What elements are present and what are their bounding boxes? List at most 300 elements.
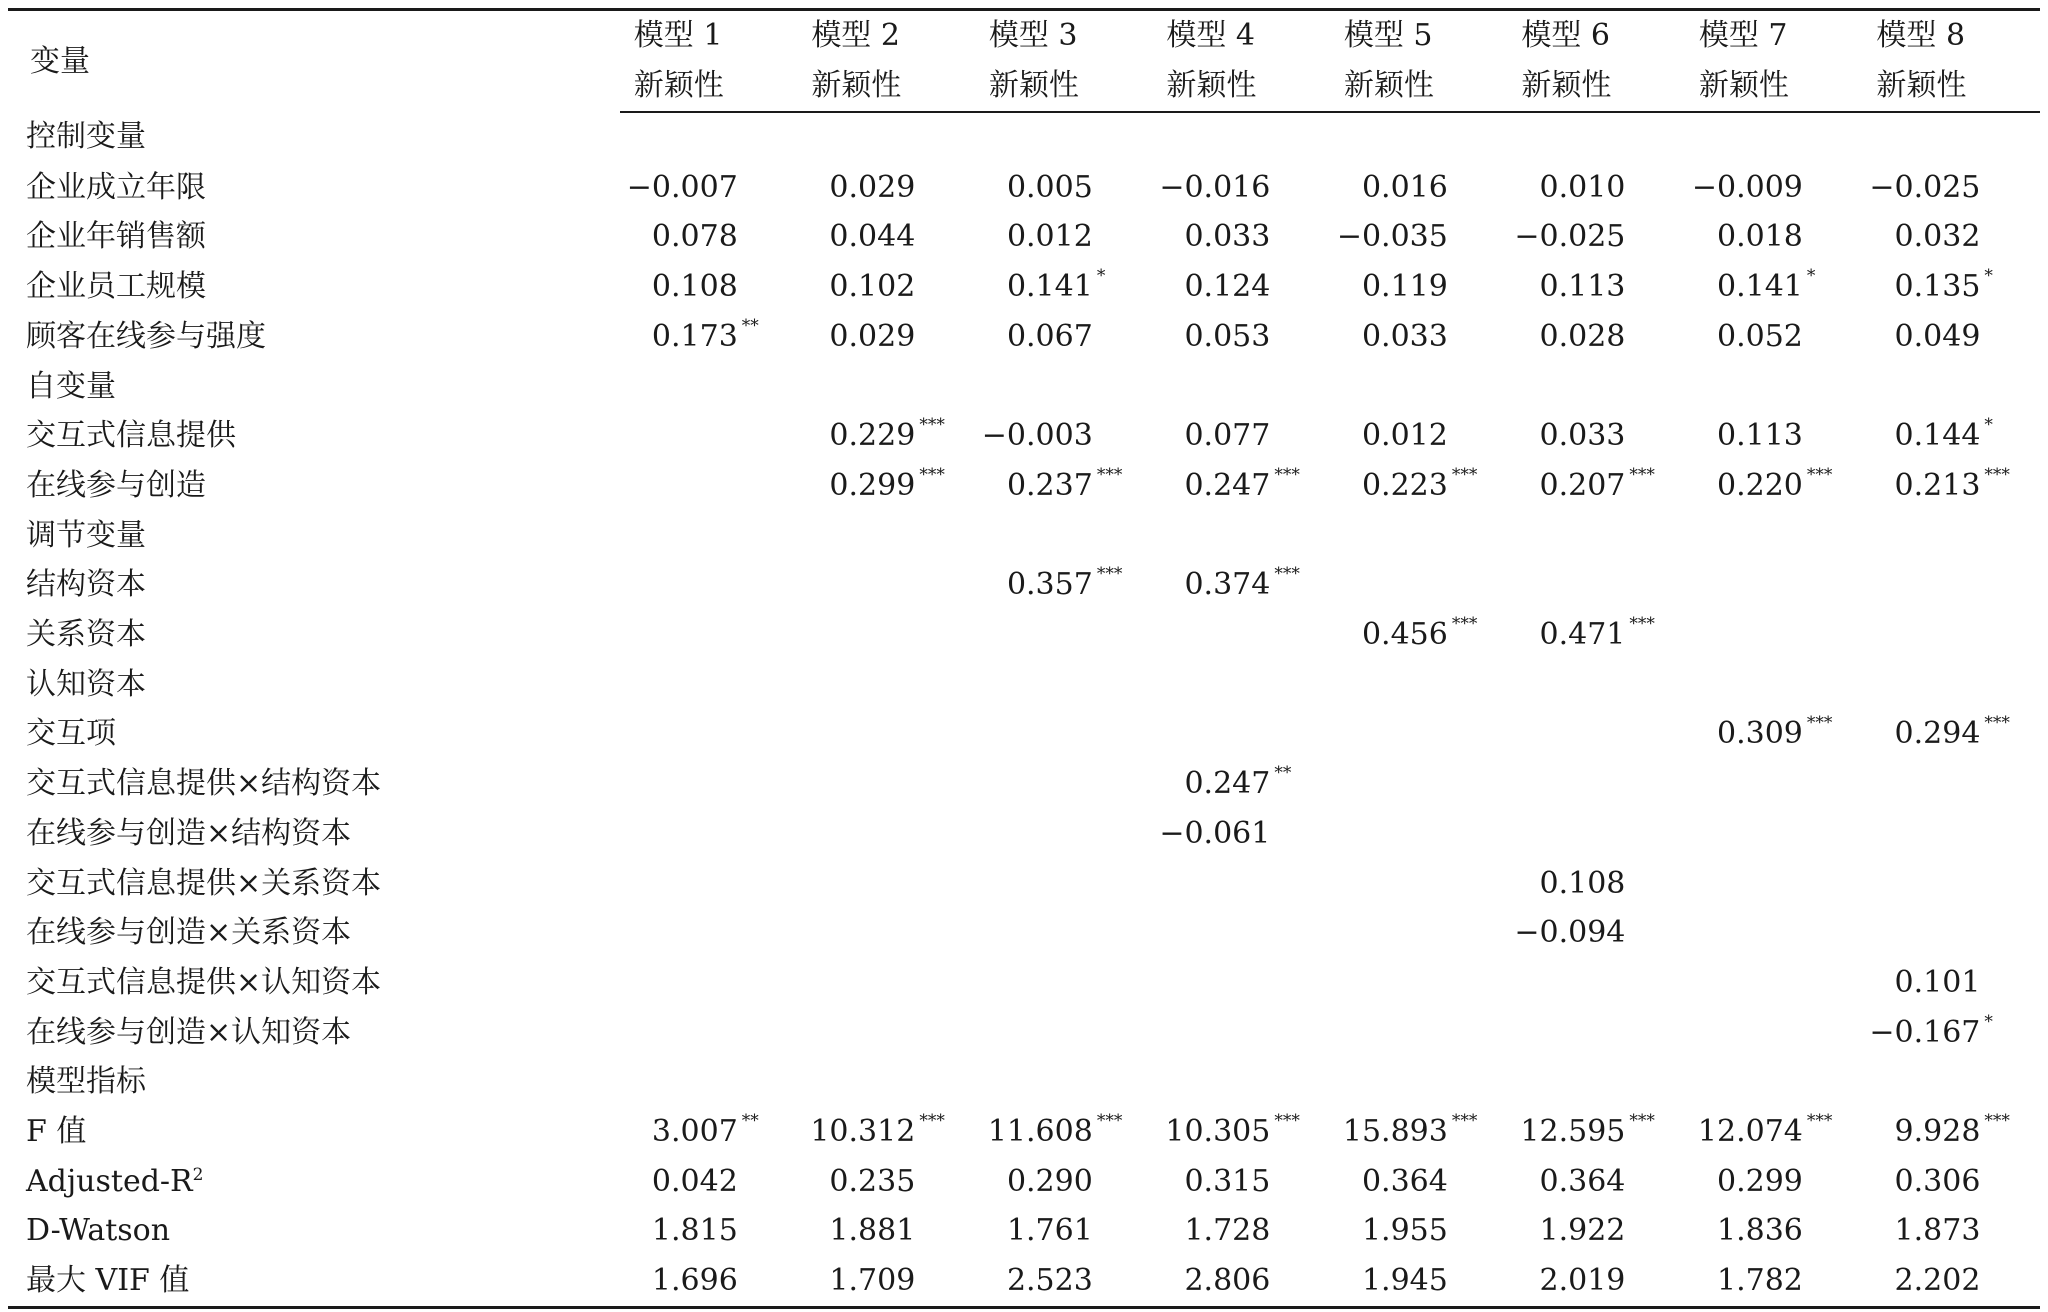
coefficient-value: 0.108 xyxy=(651,269,738,305)
dependent-variable-header: 新颖性 xyxy=(975,61,1153,112)
coefficient-cell xyxy=(797,958,975,1008)
label-superscript: 2 xyxy=(192,1164,204,1185)
coefficient-cell xyxy=(797,411,975,461)
coefficient-cell xyxy=(1685,759,1863,809)
variable-label-text: 交互式信息提供×认知资本 xyxy=(26,964,382,1000)
coefficient-value: 0.033 xyxy=(1184,219,1271,255)
coefficient-cell xyxy=(1330,1206,1508,1256)
coefficient-value: 0.471 xyxy=(1539,617,1626,653)
model-header: 模型 3 xyxy=(975,10,1153,62)
coefficient-value: 1.922 xyxy=(1539,1213,1626,1249)
coefficient-cell xyxy=(1152,560,1330,610)
coefficient-cell xyxy=(1507,1256,1685,1307)
coefficient-cell xyxy=(1685,908,1863,958)
coefficient-cell xyxy=(797,709,975,759)
coefficient-value: 2.019 xyxy=(1539,1263,1626,1299)
coefficient-value: 0.247 xyxy=(1184,766,1271,802)
coefficient-value: 0.044 xyxy=(829,219,916,255)
coefficient-cell xyxy=(797,112,975,163)
significance-stars: *** xyxy=(1274,1111,1300,1132)
coefficient-value: 0.374 xyxy=(1184,567,1271,603)
coefficient-value: 0.010 xyxy=(1539,169,1626,205)
variable-label xyxy=(8,1206,620,1256)
coefficient-cell xyxy=(975,759,1153,809)
coefficient-value: 0.220 xyxy=(1717,467,1803,503)
variable-label-text: 企业成立年限 xyxy=(26,169,206,205)
variable-label-text: 在线参与创造 xyxy=(26,467,206,503)
model-header: 模型 8 xyxy=(1862,10,2040,62)
coefficient-value: 0.247 xyxy=(1184,467,1271,503)
variable-label xyxy=(8,1107,620,1157)
coefficient-cell xyxy=(1685,212,1863,262)
model-header: 模型 1 xyxy=(620,10,798,62)
significance-stars: *** xyxy=(1096,564,1123,585)
significance-stars: *** xyxy=(1274,464,1300,485)
section-label xyxy=(8,112,620,163)
coefficient-cell xyxy=(1152,1256,1330,1307)
dependent-variable-header: 新颖性 xyxy=(1862,61,2040,112)
significance-stars: *** xyxy=(1806,1111,1833,1132)
coefficient-value: 0.012 xyxy=(1006,219,1093,255)
significance-stars: *** xyxy=(1629,464,1655,485)
coefficient-cell xyxy=(1152,1157,1330,1207)
coefficient-value: 1.709 xyxy=(829,1263,916,1299)
coefficient-cell xyxy=(620,1057,798,1107)
coefficient-value: 0.290 xyxy=(1006,1163,1093,1199)
variable-label-text: F 值 xyxy=(26,1114,87,1150)
coefficient-cell xyxy=(975,1107,1153,1157)
coefficient-cell xyxy=(975,163,1153,213)
significance-stars: *** xyxy=(1984,713,2010,734)
coefficient-cell xyxy=(975,112,1153,163)
coefficient-value: 0.213 xyxy=(1894,467,1981,503)
variable-label-text: 交互式信息提供 xyxy=(26,418,236,454)
coefficient-cell xyxy=(620,610,798,660)
significance-stars: *** xyxy=(919,415,945,436)
coefficient-value: −0.025 xyxy=(1869,169,1981,205)
variable-label xyxy=(8,560,620,610)
coefficient-value: 0.299 xyxy=(1717,1163,1803,1199)
variable-label xyxy=(8,1157,620,1207)
coefficient-cell xyxy=(620,511,798,561)
coefficient-cell xyxy=(975,1008,1153,1058)
variable-label-text: 控制变量 xyxy=(26,119,146,155)
coefficient-value: 0.207 xyxy=(1539,467,1626,503)
coefficient-cell xyxy=(1330,262,1508,312)
coefficient-cell xyxy=(1685,809,1863,859)
coefficient-cell xyxy=(620,212,798,262)
variable-label xyxy=(8,759,620,809)
coefficient-cell xyxy=(1152,610,1330,660)
coefficient-cell xyxy=(975,461,1153,511)
coefficient-cell xyxy=(1507,759,1685,809)
coefficient-cell xyxy=(975,262,1153,312)
coefficient-cell xyxy=(620,312,798,362)
coefficient-value: 1.761 xyxy=(1006,1213,1093,1249)
coefficient-cell xyxy=(1862,411,2040,461)
variable-label-text: 认知资本 xyxy=(26,666,146,702)
coefficient-value: 0.119 xyxy=(1361,269,1448,305)
coefficient-cell xyxy=(975,560,1153,610)
coefficient-cell xyxy=(975,709,1153,759)
table-row xyxy=(8,709,2040,759)
coefficient-value: 9.928 xyxy=(1894,1114,1981,1150)
coefficient-cell xyxy=(1152,511,1330,561)
variable-label xyxy=(8,461,620,511)
coefficient-value: 0.235 xyxy=(829,1163,916,1199)
coefficient-value: 0.364 xyxy=(1539,1163,1626,1199)
coefficient-value: 3.007 xyxy=(651,1114,738,1150)
coefficient-cell xyxy=(797,163,975,213)
coefficient-cell xyxy=(620,958,798,1008)
coefficient-cell xyxy=(1330,1057,1508,1107)
coefficient-cell xyxy=(797,660,975,710)
coefficient-cell xyxy=(1862,163,2040,213)
coefficient-value: 0.029 xyxy=(829,169,916,205)
coefficient-cell xyxy=(975,908,1153,958)
significance-stars: *** xyxy=(1096,1111,1123,1132)
coefficient-value: 0.144 xyxy=(1894,418,1981,454)
coefficient-cell xyxy=(1152,809,1330,859)
significance-stars: *** xyxy=(1629,1111,1655,1132)
table-row xyxy=(8,163,2040,213)
coefficient-value: −0.016 xyxy=(1159,169,1271,205)
coefficient-cell xyxy=(1862,262,2040,312)
table-row xyxy=(8,1256,2040,1307)
coefficient-cell xyxy=(1685,112,1863,163)
coefficient-cell xyxy=(797,1206,975,1256)
variable-label-text: 企业员工规模 xyxy=(26,269,206,305)
coefficient-value: 1.782 xyxy=(1717,1263,1803,1299)
table-body xyxy=(8,112,2040,1307)
significance-stars: *** xyxy=(1984,464,2010,485)
coefficient-cell xyxy=(1507,1206,1685,1256)
coefficient-cell xyxy=(1330,709,1508,759)
coefficient-value: 1.945 xyxy=(1361,1263,1448,1299)
coefficient-value: 2.806 xyxy=(1184,1263,1271,1299)
coefficient-cell xyxy=(1685,709,1863,759)
coefficient-value: 0.101 xyxy=(1894,964,1981,1000)
table-row xyxy=(8,1206,2040,1256)
coefficient-cell xyxy=(797,262,975,312)
coefficient-cell xyxy=(1862,709,2040,759)
coefficient-value: 12.595 xyxy=(1520,1114,1626,1150)
coefficient-cell xyxy=(620,908,798,958)
coefficient-cell xyxy=(1330,362,1508,412)
model-header: 模型 5 xyxy=(1330,10,1508,62)
coefficient-cell xyxy=(1507,859,1685,909)
variable-label-text: 在线参与创造×认知资本 xyxy=(26,1014,352,1050)
coefficient-value: 0.299 xyxy=(829,467,916,503)
coefficient-cell xyxy=(1685,461,1863,511)
coefficient-cell xyxy=(620,362,798,412)
coefficient-value: 0.135 xyxy=(1894,269,1981,305)
regression-table-page xyxy=(8,8,2040,1309)
coefficient-value: 0.033 xyxy=(1361,318,1448,354)
variable-label xyxy=(8,958,620,1008)
coefficient-cell xyxy=(1507,1057,1685,1107)
coefficient-cell xyxy=(1507,411,1685,461)
coefficient-value: 12.074 xyxy=(1697,1114,1803,1150)
significance-stars: *** xyxy=(1451,1111,1478,1132)
variable-label-text: 在线参与创造×关系资本 xyxy=(26,915,352,951)
coefficient-cell xyxy=(1685,958,1863,1008)
coefficient-cell xyxy=(1685,1107,1863,1157)
coefficient-value: −0.061 xyxy=(1159,815,1271,851)
coefficient-value: 11.608 xyxy=(987,1114,1093,1150)
coefficient-cell xyxy=(1862,908,2040,958)
table-row xyxy=(8,411,2040,461)
coefficient-cell xyxy=(1152,212,1330,262)
coefficient-value: 0.077 xyxy=(1184,418,1271,454)
coefficient-cell xyxy=(1507,163,1685,213)
coefficient-cell xyxy=(1862,1157,2040,1207)
variable-label xyxy=(8,809,620,859)
coefficient-cell xyxy=(1330,809,1508,859)
coefficient-cell xyxy=(1862,212,2040,262)
coefficient-cell xyxy=(1330,1157,1508,1207)
table-row xyxy=(8,560,2040,610)
coefficient-cell xyxy=(975,511,1153,561)
coefficient-cell xyxy=(1507,660,1685,710)
coefficient-value: 0.141 xyxy=(1006,269,1093,305)
variable-label xyxy=(8,709,620,759)
coefficient-cell xyxy=(620,759,798,809)
coefficient-cell xyxy=(620,660,798,710)
coefficient-cell xyxy=(1685,560,1863,610)
coefficient-cell xyxy=(1152,1057,1330,1107)
coefficient-cell xyxy=(1507,560,1685,610)
coefficient-cell xyxy=(975,610,1153,660)
table-row xyxy=(8,461,2040,511)
coefficient-cell xyxy=(1685,1206,1863,1256)
coefficient-cell xyxy=(620,112,798,163)
coefficient-cell xyxy=(1685,411,1863,461)
coefficient-cell xyxy=(975,411,1153,461)
coefficient-value: 0.033 xyxy=(1539,418,1626,454)
variable-label xyxy=(8,411,620,461)
variable-label xyxy=(8,660,620,710)
coefficient-value: 2.523 xyxy=(1006,1263,1093,1299)
coefficient-cell xyxy=(1152,163,1330,213)
dependent-variable-header: 新颖性 xyxy=(797,61,975,112)
coefficient-cell xyxy=(620,262,798,312)
coefficient-value: 0.108 xyxy=(1539,865,1626,901)
table-row xyxy=(8,610,2040,660)
significance-stars: * xyxy=(1806,266,1816,287)
section-row xyxy=(8,362,2040,412)
coefficient-cell xyxy=(797,312,975,362)
coefficient-cell xyxy=(1152,1107,1330,1157)
coefficient-value: 0.078 xyxy=(651,219,738,255)
significance-stars: *** xyxy=(919,464,945,485)
coefficient-cell xyxy=(1152,759,1330,809)
coefficient-cell xyxy=(620,709,798,759)
variable-label xyxy=(8,312,620,362)
coefficient-cell xyxy=(797,1256,975,1307)
coefficient-cell xyxy=(1507,362,1685,412)
coefficient-cell xyxy=(1152,411,1330,461)
significance-stars: ** xyxy=(741,315,759,336)
coefficient-cell xyxy=(1330,163,1508,213)
coefficient-value: 1.815 xyxy=(651,1213,738,1249)
table-row xyxy=(8,262,2040,312)
coefficient-value: 0.306 xyxy=(1894,1163,1981,1199)
coefficient-cell xyxy=(797,610,975,660)
significance-stars: ** xyxy=(741,1111,759,1132)
significance-stars: *** xyxy=(1274,564,1300,585)
coefficient-cell xyxy=(1862,362,2040,412)
coefficient-cell xyxy=(1862,958,2040,1008)
section-row xyxy=(8,511,2040,561)
coefficient-cell xyxy=(1330,212,1508,262)
coefficient-cell xyxy=(797,1107,975,1157)
coefficient-cell xyxy=(1862,759,2040,809)
coefficient-cell xyxy=(975,312,1153,362)
table-row xyxy=(8,908,2040,958)
coefficient-cell xyxy=(620,163,798,213)
coefficient-cell xyxy=(1330,859,1508,909)
coefficient-cell xyxy=(1507,958,1685,1008)
coefficient-cell xyxy=(1330,560,1508,610)
coefficient-value: 1.836 xyxy=(1717,1213,1803,1249)
coefficient-value: 0.028 xyxy=(1539,318,1626,354)
coefficient-value: 0.113 xyxy=(1539,269,1626,305)
coefficient-cell xyxy=(797,1008,975,1058)
coefficient-cell xyxy=(1862,1107,2040,1157)
variable-label xyxy=(8,262,620,312)
coefficient-value: 0.294 xyxy=(1894,716,1981,752)
coefficient-value: 1.728 xyxy=(1184,1213,1271,1249)
coefficient-value: 0.315 xyxy=(1184,1163,1271,1199)
coefficient-value: 2.202 xyxy=(1894,1263,1981,1299)
coefficient-cell xyxy=(1507,908,1685,958)
coefficient-cell xyxy=(1330,112,1508,163)
coefficient-cell xyxy=(1685,1057,1863,1107)
coefficient-cell xyxy=(1685,511,1863,561)
significance-stars: *** xyxy=(1806,713,1833,734)
coefficient-cell xyxy=(1152,660,1330,710)
variable-label-text: Adjusted-R xyxy=(26,1163,193,1199)
coefficient-cell xyxy=(975,958,1153,1008)
coefficient-cell xyxy=(797,511,975,561)
coefficient-cell xyxy=(797,1057,975,1107)
variable-label-text: 交互式信息提供×关系资本 xyxy=(26,865,382,901)
coefficient-cell xyxy=(1152,461,1330,511)
coefficient-cell xyxy=(1507,112,1685,163)
variable-label-text: 最大 VIF 值 xyxy=(26,1263,190,1299)
coefficient-value: −0.007 xyxy=(626,169,738,205)
coefficient-cell xyxy=(1330,461,1508,511)
variable-label-text: 企业年销售额 xyxy=(26,219,206,255)
variable-column-header: 变量 xyxy=(8,10,620,113)
coefficient-cell xyxy=(1330,610,1508,660)
coefficient-cell xyxy=(1330,511,1508,561)
coefficient-cell xyxy=(797,908,975,958)
coefficient-cell xyxy=(975,660,1153,710)
coefficient-cell xyxy=(1862,461,2040,511)
coefficient-cell xyxy=(1152,859,1330,909)
variable-label xyxy=(8,1256,620,1307)
variable-label xyxy=(8,859,620,909)
table-row xyxy=(8,660,2040,710)
coefficient-cell xyxy=(620,1008,798,1058)
coefficient-cell xyxy=(797,362,975,412)
coefficient-cell xyxy=(1685,362,1863,412)
table-row xyxy=(8,1107,2040,1157)
coefficient-cell xyxy=(797,809,975,859)
coefficient-value: 0.005 xyxy=(1006,169,1093,205)
dependent-variable-header: 新颖性 xyxy=(1507,61,1685,112)
variable-label xyxy=(8,163,620,213)
coefficient-cell xyxy=(1330,312,1508,362)
coefficient-value: 0.067 xyxy=(1006,318,1093,354)
coefficient-cell xyxy=(1507,1008,1685,1058)
coefficient-value: 0.049 xyxy=(1894,318,1981,354)
variable-label-text: D-Watson xyxy=(26,1213,171,1249)
coefficient-cell xyxy=(1507,1107,1685,1157)
coefficient-cell xyxy=(1685,859,1863,909)
coefficient-value: −0.003 xyxy=(981,418,1093,454)
coefficient-cell xyxy=(975,1057,1153,1107)
variable-label-text: 交互项 xyxy=(26,716,116,752)
coefficient-value: 0.029 xyxy=(829,318,916,354)
coefficient-cell xyxy=(1862,511,2040,561)
significance-stars: *** xyxy=(919,1111,945,1132)
coefficient-cell xyxy=(1862,1008,2040,1058)
coefficient-value: 0.364 xyxy=(1361,1163,1448,1199)
coefficient-value: 0.456 xyxy=(1361,617,1448,653)
coefficient-value: 0.309 xyxy=(1717,716,1803,752)
variable-label-text: 结构资本 xyxy=(26,567,146,603)
model-header: 模型 6 xyxy=(1507,10,1685,62)
coefficient-value: 0.052 xyxy=(1717,318,1803,354)
dependent-variable-header: 新颖性 xyxy=(620,61,798,112)
coefficient-cell xyxy=(1152,262,1330,312)
significance-stars: *** xyxy=(1096,464,1123,485)
coefficient-cell xyxy=(1507,212,1685,262)
coefficient-cell xyxy=(1862,312,2040,362)
significance-stars: *** xyxy=(1629,614,1655,635)
coefficient-cell xyxy=(975,1157,1153,1207)
table-row xyxy=(8,759,2040,809)
coefficient-value: 0.237 xyxy=(1006,467,1093,503)
coefficient-value: 0.042 xyxy=(651,1163,738,1199)
variable-label-text: 关系资本 xyxy=(26,617,146,653)
section-row xyxy=(8,112,2040,163)
coefficient-cell xyxy=(1330,1107,1508,1157)
coefficient-cell xyxy=(1507,809,1685,859)
coefficient-cell xyxy=(1685,163,1863,213)
coefficient-cell xyxy=(620,1157,798,1207)
coefficient-cell xyxy=(1152,1008,1330,1058)
table-row xyxy=(8,312,2040,362)
variable-label xyxy=(8,1008,620,1058)
coefficient-value: 0.032 xyxy=(1894,219,1981,255)
variable-label-text: 交互式信息提供×结构资本 xyxy=(26,766,382,802)
coefficient-cell xyxy=(1330,958,1508,1008)
coefficient-cell xyxy=(1152,908,1330,958)
significance-stars: *** xyxy=(1451,614,1478,635)
section-label xyxy=(8,362,620,412)
coefficient-cell xyxy=(620,809,798,859)
coefficient-value: 10.312 xyxy=(810,1114,916,1150)
header-row-models xyxy=(8,10,2040,62)
coefficient-value: 1.881 xyxy=(829,1213,916,1249)
variable-label-text: 调节变量 xyxy=(26,517,146,553)
model-header: 模型 4 xyxy=(1152,10,1330,62)
variable-label-text: 自变量 xyxy=(26,368,116,404)
